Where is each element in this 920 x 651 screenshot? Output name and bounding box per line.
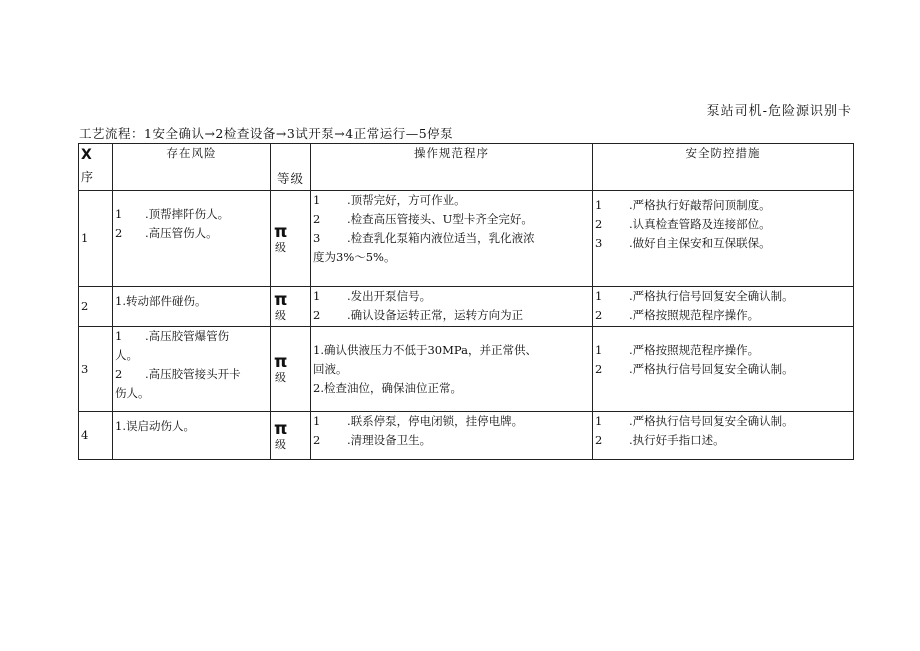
- header-level: [271, 144, 311, 191]
- header-risk: 存在风险: [113, 144, 271, 191]
- header-seq-label: 序: [81, 170, 94, 184]
- measure-line: [595, 341, 851, 360]
- item-number: 2: [595, 362, 603, 376]
- item-text: .顶帮摔阡伤人。: [145, 207, 230, 221]
- item-text: .高压胶管接头开卡: [145, 367, 241, 381]
- item-number: 1: [115, 207, 123, 221]
- procedure-line: [313, 248, 590, 267]
- header-measures: 安全防控措施: [593, 144, 854, 191]
- item-number: 3: [595, 236, 603, 250]
- item-text: .联系停泵，停电闭锁，挂停电牌。: [347, 414, 524, 428]
- item-number: 1: [595, 289, 603, 303]
- item-text: .严格执行信号回复安全确认制。: [629, 414, 794, 428]
- level-symbol: π: [274, 418, 288, 439]
- risk-line: [115, 346, 268, 365]
- item-text: 伤人。: [115, 386, 150, 400]
- item-text: .检查乳化泵箱内液位适当，乳化液浓: [347, 231, 535, 245]
- item-text: .认真检查管路及连接部位。: [629, 217, 771, 231]
- risk-cell: [113, 287, 271, 327]
- row-seq: 3: [79, 327, 113, 412]
- item-number: 1: [595, 343, 603, 357]
- measure-line: [595, 412, 851, 431]
- level-sub: 级: [275, 437, 286, 451]
- measures-cell: [593, 287, 854, 327]
- procedure-line: [313, 229, 590, 248]
- item-number: 1: [115, 329, 123, 343]
- row-seq: 1: [79, 191, 113, 287]
- risk-line: [115, 365, 268, 384]
- item-text: 1.误启动伤人。: [115, 419, 195, 433]
- item-text: .严格按照规范程序操作。: [629, 343, 760, 357]
- table-row: [79, 327, 854, 412]
- item-text: 人。: [115, 348, 138, 362]
- procedure-line: [313, 360, 590, 379]
- item-number: 1: [313, 193, 321, 207]
- risk-line: [115, 224, 268, 243]
- level-symbol: π: [274, 221, 288, 242]
- row-seq: 2: [79, 287, 113, 327]
- item-text: .检查高压管接头、U型卡齐全完好。: [347, 212, 533, 226]
- procedure-line: [313, 412, 590, 431]
- item-text: 2.检查油位，确保油位正常。: [313, 381, 462, 395]
- level-cell: [271, 412, 311, 460]
- header-row: [79, 144, 854, 191]
- item-text: 度为3%～5%。: [313, 250, 396, 264]
- item-number: 2: [313, 212, 321, 226]
- risk-cell: [113, 191, 271, 287]
- procedure-cell: [311, 287, 593, 327]
- risk-line: [115, 327, 268, 346]
- item-number: 2: [313, 308, 321, 322]
- level-sub: 级: [275, 371, 286, 384]
- item-text: .做好自主保安和互保联保。: [629, 236, 771, 250]
- table-row: [79, 412, 854, 460]
- item-text: .清理设备卫生。: [347, 433, 432, 447]
- risk-line: [115, 205, 268, 224]
- item-text: .执行好手指口述。: [629, 433, 725, 447]
- measures-cell: [593, 412, 854, 460]
- level-symbol: π: [274, 352, 288, 372]
- procedure-line: [313, 191, 590, 210]
- item-text: .高压胶管爆管伤: [145, 329, 230, 343]
- measure-line: [595, 360, 851, 379]
- item-number: 2: [595, 433, 603, 447]
- measure-line: [595, 287, 851, 306]
- procedure-cell: [311, 412, 593, 460]
- procedure-line: [313, 287, 590, 306]
- item-number: 2: [313, 433, 321, 447]
- process-flow: 工艺流程：1安全确认→2检查设备→3试开泵→4正常运行—5停泵: [79, 126, 454, 141]
- risk-cell: [113, 412, 271, 460]
- risk-line: [115, 417, 268, 436]
- item-number: 2: [595, 217, 603, 231]
- item-number: 3: [313, 231, 321, 245]
- procedure-line: [313, 306, 590, 325]
- procedure-cell: [311, 191, 593, 287]
- measure-line: [595, 196, 851, 215]
- measure-line: [595, 234, 851, 253]
- item-number: 1: [313, 414, 321, 428]
- procedure-line: [313, 379, 590, 398]
- procedure-line: [313, 341, 590, 360]
- header-level-label: 等级: [277, 171, 305, 186]
- procedure-line: [313, 431, 590, 450]
- row-seq: 4: [79, 412, 113, 460]
- item-text: .发出开泵信号。: [347, 289, 432, 303]
- level-cell: [271, 327, 311, 412]
- document-title: 泵站司机-危险源识别卡: [706, 104, 852, 119]
- item-text: .顶帮完好，方可作业。: [347, 193, 466, 207]
- measure-line: [595, 306, 851, 325]
- risk-line: [115, 292, 268, 311]
- item-text: 1.确认供液压力不低于30MPa，并正常供、: [313, 343, 537, 357]
- table-row: [79, 191, 854, 287]
- item-number: 1: [595, 414, 603, 428]
- item-number: 2: [115, 226, 123, 240]
- risk-cell: [113, 327, 271, 412]
- measures-cell: [593, 191, 854, 287]
- item-text: .确认设备运转正常，运转方向为正: [347, 308, 524, 322]
- level-sub: 级: [275, 240, 286, 254]
- item-text: .严格执行信号回复安全确认制。: [629, 289, 794, 303]
- item-number: 2: [115, 367, 123, 381]
- level-cell: [271, 191, 311, 287]
- item-text: .严格执行好敲帮问顶制度。: [629, 198, 771, 212]
- item-number: 1: [595, 198, 603, 212]
- procedure-line: [313, 210, 590, 229]
- measures-cell: [593, 327, 854, 412]
- header-seq-mark: X: [81, 147, 92, 163]
- header-procedure: 操作规范程序: [311, 144, 593, 191]
- item-text: .高压管伤人。: [145, 226, 218, 240]
- item-number: 1: [313, 289, 321, 303]
- item-text: .严格执行信号回复安全确认制。: [629, 362, 794, 376]
- item-text: 回液。: [313, 362, 348, 376]
- measure-line: [595, 431, 851, 450]
- item-number: 2: [595, 308, 603, 322]
- measure-line: [595, 215, 851, 234]
- item-text: .严格按照规范程序操作。: [629, 308, 760, 322]
- table-row: [79, 287, 854, 327]
- level-symbol: π: [274, 289, 288, 310]
- procedure-cell: [311, 327, 593, 412]
- risk-line: [115, 384, 268, 403]
- header-seq: [79, 144, 113, 191]
- item-text: 1.转动部件碰伤。: [115, 294, 207, 308]
- level-sub: 级: [275, 308, 286, 322]
- level-cell: [271, 287, 311, 327]
- hazard-table: [78, 143, 854, 460]
